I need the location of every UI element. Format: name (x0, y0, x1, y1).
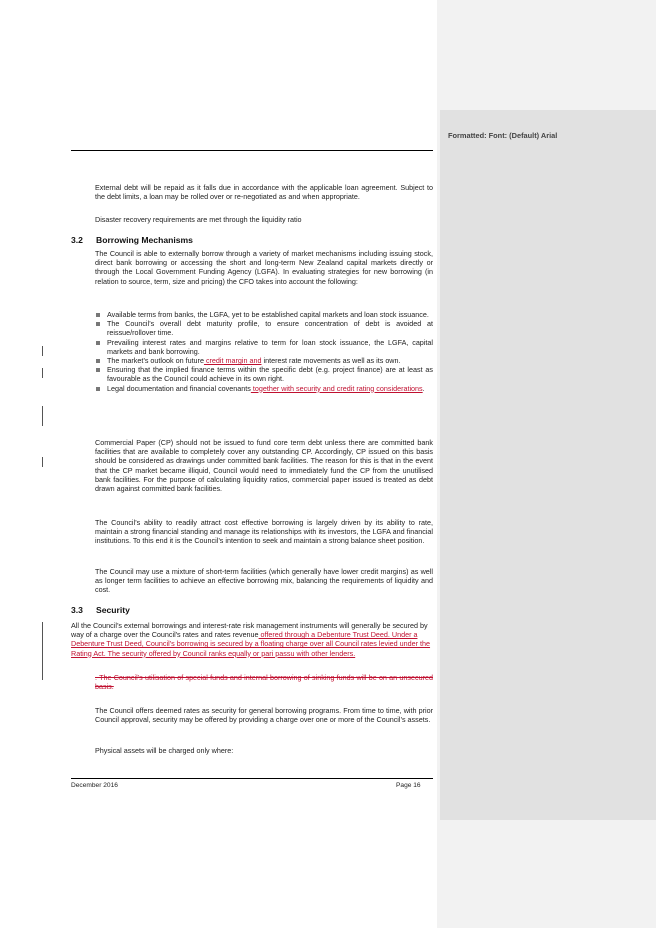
physical-assets-paragraph: Physical assets will be charged only where: (95, 746, 234, 755)
security-paragraph: All the Council’s external borrowings and interest-rate risk management instruments will generally be secured by way of a charge over the Council's rates and rates revenue offered through a Debenture Trust Deed. Under a Debenture Trust Deed, Council’s borrowing is secured by a floating charge over all Council rates levied under the Rating Act. The security offered by Council ranks equally or pari passu with other lenders. (71, 621, 431, 658)
change-bar (42, 622, 43, 680)
deemed-rates-paragraph: The Council offers deemed rates as security for general borrowing programs. From time to time, with prior Council approval, security may be offered by providing a charge over one or more of the Council’s assets. (95, 706, 433, 725)
inserted-text[interactable]: offered through a Debenture Trust Deed. Under a Debenture Trust Deed, Council’s borrowing is secured by a floating charge over all Council rates levied under the Rating Act. The security offered by Council ranks equally or pari passu with other lenders. (71, 630, 431, 658)
section-number: 3.2 (71, 235, 83, 245)
bullet-icon (96, 387, 100, 391)
change-bar (42, 406, 43, 426)
section-heading-3-3 (71, 605, 130, 615)
list-item: Available terms from banks, the LGFA, yet to be established capital markets and loan stock issuance. (95, 310, 433, 319)
inserted-text[interactable]: together with security and credit rating considerations (250, 383, 423, 393)
list-item: The Council’s overall debt maturity profile, to ensure concentration of debt is avoided at reissue/rollover time. (95, 319, 433, 337)
bullet-icon (96, 368, 100, 372)
footer-rule (71, 778, 433, 779)
section-title: Borrowing Mechanisms (96, 235, 193, 245)
change-bar (42, 457, 43, 467)
footer-date: December 2016 (71, 782, 118, 789)
commercial-paper-paragraph: Commercial Paper (CP) should not be issued to fund core term debt unless there are committed bank facilities that are available to completely cover any outstanding CP. Accordingly, CP issued on this basis should be considered as drawings under committed bank facilities. The reason for this is that in the event that the CP market became illiquid, Council would need to immediately fund the CP from the unutilised bank facilities. For the purpose of calculating liquidity ratios, commercial paper issued is treated as debt drawn against committed bank facilities. (95, 438, 433, 494)
section-heading-3-2 (71, 235, 193, 245)
borrowing-intro-paragraph: The Council is able to externally borrow through a variety of market mechanisms including issuing stock, direct bank borrowing or accessing the short and long-term New Zealand capital markets directly or through the Local Government Funding Agency (LGFA). In evaluating strategies for new borrowing (in relation to source, term, size and pricing) the CFO takes into account the following: (95, 249, 433, 286)
section-title: Security (96, 605, 130, 615)
list-item: The market’s outlook on future credit margin and interest rate movements as well as its own. (95, 356, 433, 365)
bullet-icon (96, 341, 100, 345)
deleted-text[interactable]: . The Council’s utilisation of special funds and internal borrowing of sinking funds will be on an unsecured basis. (95, 673, 433, 692)
bullet-icon (96, 359, 100, 363)
header-rule (71, 150, 433, 151)
bullet-icon (96, 313, 100, 317)
page-number: Page 16 (396, 782, 421, 789)
disaster-recovery-paragraph: Disaster recovery requirements are met through the liquidity ratio (95, 215, 302, 224)
list-item: Legal documentation and financial covenants together with security and credit rating considerations. (95, 384, 433, 393)
bullet-icon (96, 322, 100, 326)
change-bar (42, 368, 43, 378)
change-bar (42, 346, 43, 356)
comment-label: Formatted: Font: (Default) Arial (448, 131, 558, 140)
list-item: Ensuring that the implied finance terms within the specific debt (e.g. project finance) are at least as favourable as the Council could achieve in its own right. (95, 365, 433, 383)
inserted-text[interactable]: credit margin and (203, 356, 262, 366)
list-item: Prevailing interest rates and margins relative to term for loan stock issuance, the LGFA, capital markets and bank borrowing. (95, 338, 433, 356)
facility-mix-paragraph: The Council may use a mixture of short-term facilities (which generally have lower credit margins) as well as longer term facilities to achieve an effective borrowing mix, balancing the requirements of liquidity and cost. (95, 567, 433, 595)
formatting-comment-balloon[interactable] (440, 110, 656, 820)
borrowing-ability-paragraph: The Council’s ability to readily attract cost effective borrowing is largely driven by its ability to rate, maintain a strong financial standing and manage its relationships with its investors, the LGFA and financial institutions. To this end it is the Council’s intention to seek and maintain a strong balance sheet position. (95, 518, 433, 546)
section-number: 3.3 (71, 605, 83, 615)
borrowing-considerations-list (95, 310, 433, 393)
repayment-paragraph: External debt will be repaid as it falls due in accordance with the applicable loan agreement. Subject to the debt limits, a loan may be rolled over or re-negotiated as and when appropriate. (95, 183, 433, 202)
deleted-paragraph (95, 673, 433, 691)
